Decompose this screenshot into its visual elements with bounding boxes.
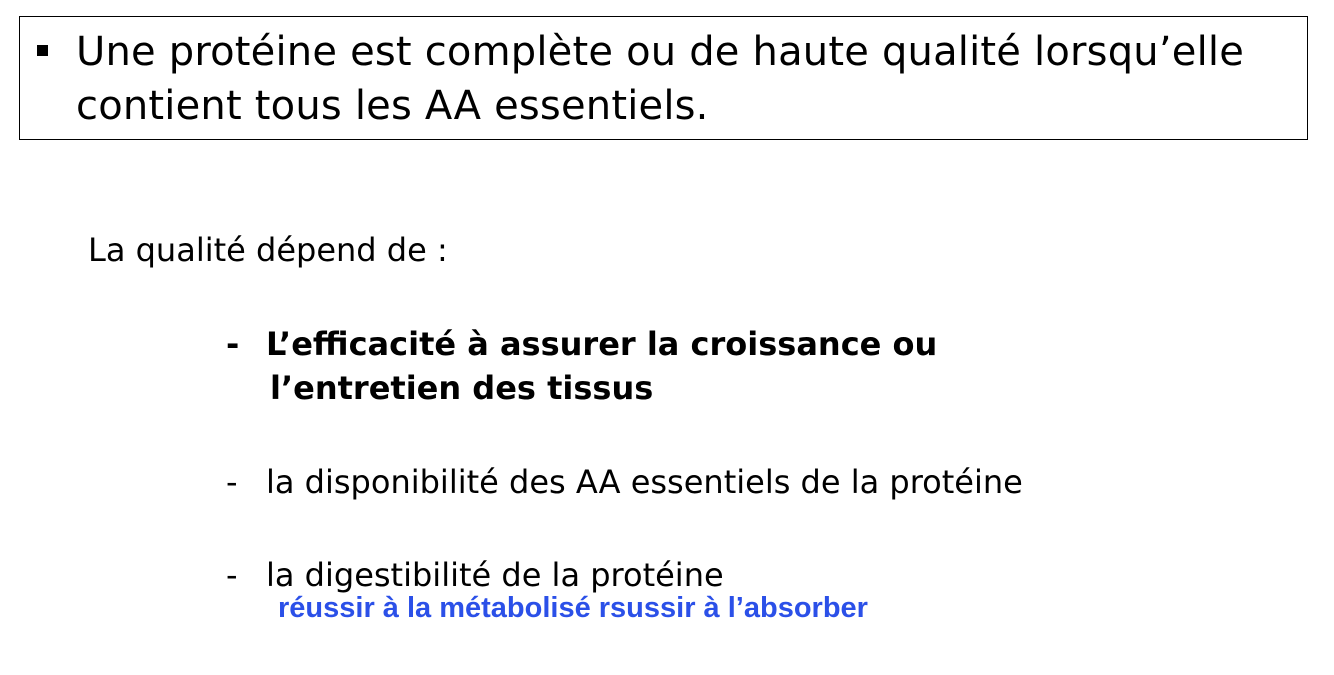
list-item-digestibility-text: la digestibilité de la protéine [266, 556, 724, 594]
dash-bullet: - [226, 556, 238, 594]
list-item-efficacy-line-1: L’efficacité à assurer la croissance ou [266, 325, 938, 363]
definition-line-2: contient tous les AA essentiels. [76, 83, 709, 129]
quality-intro: La qualité dépend de : [88, 231, 448, 269]
blue-annotation: réussir à la métabolisé rsussir à l’absorber [278, 592, 868, 624]
list-item-efficacy-line-2: l’entretien des tissus [270, 369, 654, 407]
list-item-availability-text: la disponibilité des AA essentiels de la protéine [266, 463, 1023, 501]
dash-bullet: - [226, 463, 238, 501]
square-bullet-icon [37, 45, 48, 56]
definition-line-1: Une protéine est complète ou de haute qualité lorsqu’elle [76, 29, 1245, 75]
dash-bullet: - [226, 325, 240, 363]
definition-box [19, 16, 1308, 140]
definition-text [76, 25, 1296, 133]
